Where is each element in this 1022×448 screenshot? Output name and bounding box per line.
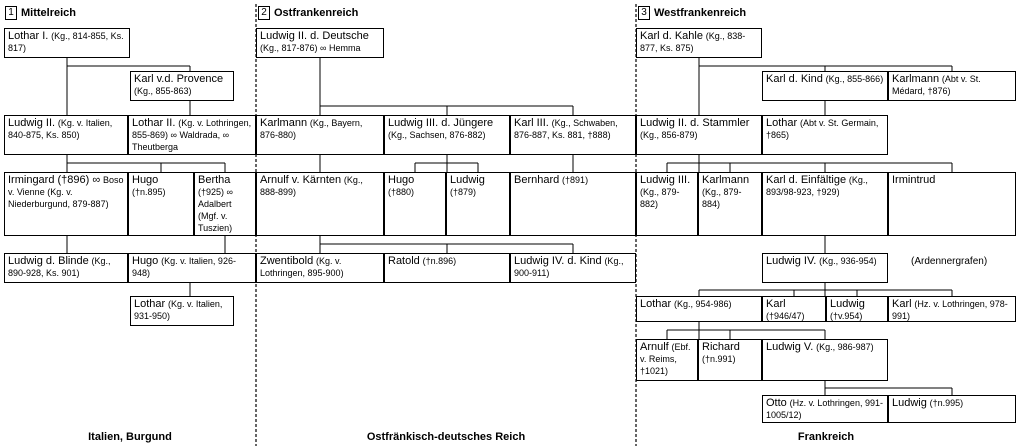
person-name: Ludwig [450,174,485,186]
person-name: Karl d. Kahle [640,30,703,42]
header-mittelreich [5,6,76,20]
person-box-ludwig-954 [826,296,888,322]
person-name: Ludwig [830,298,865,310]
person-info: (†n.895) [132,187,166,197]
person-name: Karl d. Einfältige [766,174,847,186]
person-info: (Kg., 890-928, Ks. 901) [8,256,111,278]
person-info: (Kg., Sachsen, 876-882) [388,130,486,140]
person-box-arnulf-k [256,172,384,236]
person-info: (Hz. v. Lothringen, 978-991) [892,299,1008,321]
person-name: Hugo [388,174,415,186]
person-info: (Kg., 879-884) [702,187,742,209]
person-name: Karl III. [514,117,549,129]
person-box-ludwig2-st [636,115,762,155]
person-info: (†879) [450,187,477,197]
person-box-karl-kind [762,71,888,101]
person-info: (Kg. v. Lothringen, 855-869) ∞ Waldrada, ∞ Theutberga [132,118,252,152]
person-box-ludwig3-j [384,115,510,155]
person-info: (Kg., 879-882) [640,187,680,209]
person-box-ludwig4-w [762,253,888,283]
kingdom-title-1: Mittelreich [21,7,77,19]
person-box-ludwig3-w [636,172,698,236]
person-box-richard [698,339,762,381]
person-info: (Kg., 838-877, Ks. 875) [640,31,746,53]
person-name: Ludwig III. d. Jüngere [388,117,494,129]
person-box-lothar-it [130,296,234,326]
person-box-hugo-880 [384,172,446,236]
person-name: Richard [702,341,740,353]
kingdom-number-3: 3 [638,6,650,20]
person-info: (Hz. v. Lothringen, 991-1005/12) [766,398,883,420]
person-box-ludwig5 [762,339,888,381]
person-info: (Kg., 888-899) [260,175,363,197]
person-box-ardenner [911,256,987,268]
person-name: Ludwig IV. [766,255,817,267]
person-name: Arnulf v. Kärnten [260,174,342,186]
person-name: Karlmann [260,117,308,129]
person-box-irmingard [4,172,128,236]
person-info: (†891) [562,175,589,185]
person-info: (Kg. v. Italien, 931-950) [134,299,223,321]
person-info: (Kg., Schwaben, 876-887, Ks. 881, †888) [514,118,618,140]
person-box-karl-einf [762,172,888,236]
person-box-karl-kahle [636,28,762,58]
kingdom-title-3: Westfrankenreich [654,7,747,19]
person-box-bertha [194,172,256,236]
person-box-lothar-abt [762,115,888,155]
person-box-bernhard [510,172,636,236]
person-info: (Kg., 936-954) [819,256,877,266]
person-info: (†n.991) [702,354,736,364]
person-name: Lothar II. [132,117,176,129]
footer-mittelreich: Italien, Burgund [88,431,172,443]
person-info: (†v.954) [830,311,863,321]
person-name: Lothar [134,298,166,310]
person-info: (†925) ∞ Adalbert (Mgf. v. Tuszien) [198,187,233,233]
person-info: (†n.995) [929,398,964,408]
person-name: Bernhard [514,174,560,186]
person-name: Irmintrud [892,174,936,186]
person-box-ratold [384,253,510,283]
person-box-karlmann-abt [888,71,1016,101]
person-name: (Ardennergrafen) [911,256,988,267]
person-info: (Kg., Bayern, 876-880) [260,118,363,140]
person-box-zwentibold [256,253,384,283]
person-box-otto-hz [762,395,888,423]
kingdom-number-1: 1 [5,6,17,20]
person-name: Karl d. Kind [766,73,823,85]
person-name: Karlmann [702,174,750,186]
person-info: (Kg. v. Lothringen, 895-900) [260,256,344,278]
person-box-ludwig2-it [4,115,128,155]
header-westfrankenreich [638,6,746,20]
person-box-karl-hz [888,296,1016,322]
person-box-lothar1 [4,28,130,58]
person-name: Hugo [132,174,159,186]
person-info: (Abt v. St. Germain, †865) [766,118,879,140]
person-name: Lothar [640,298,672,310]
person-box-lothar-w [636,296,762,322]
person-name: Zwentibold [260,255,314,267]
person-box-hugo-895 [128,172,194,236]
person-info: (Kg., 986-987) [816,342,874,352]
person-info: (Kg., 893/98-923, †929) [766,175,868,197]
person-name: Bertha [198,174,231,186]
person-name: Karl [892,298,912,310]
person-name: Lothar [766,117,798,129]
person-name: Ludwig III. [640,174,691,186]
person-name: Lothar I. [8,30,49,42]
person-box-irmintrud [888,172,1016,236]
person-name: Karl v.d. Provence [134,73,224,85]
person-info: (†n.896) [422,256,457,266]
person-info: (Kg. v. Italien, 926-948) [132,256,236,278]
header-ostfrankenreich [258,6,358,20]
person-name: Ludwig V. [766,341,814,353]
person-name: Ludwig d. Blinde [8,255,89,267]
person-box-karlmann-w [698,172,762,236]
person-info: Boso v. Vienne (Kg. v. Niederburgund, 879-887) [8,175,124,209]
person-name: Hugo [132,255,159,267]
person-name: Ludwig IV. d. Kind [514,255,602,267]
person-info: (Kg., 817-876) ∞ Hemma [260,43,361,53]
person-info: (Kg., 814-855, Ks. 817) [8,31,124,53]
person-box-ludwig-879 [446,172,510,236]
person-info: (Kg., 954-986) [673,299,732,309]
person-name: Karlmann [892,73,940,85]
person-box-lothar2 [128,115,256,155]
person-box-hugo-it [128,253,256,283]
kingdom-number-2: 2 [258,6,270,20]
person-info: (Kg., 855-866) [825,74,884,84]
person-box-ludwig-995 [888,395,1016,423]
person-name: Ludwig II. [8,117,56,129]
person-name: Arnulf [640,341,669,353]
person-info: (†946/47) [766,311,805,321]
footer-ostfrankenreich: Ostfränkisch-deutsches Reich [366,431,526,443]
person-name: Ludwig II. d. Stammler [640,117,750,129]
person-box-karl-946 [762,296,826,322]
person-name: Ludwig II. d. Deutsche [260,30,369,42]
person-info: (Ebf. v. Reims, †1021) [640,342,691,376]
person-name: Otto [766,397,787,409]
person-box-karl-provence [130,71,234,101]
person-info: (Kg., 856-879) [640,130,698,140]
person-name: Ratold [388,255,420,267]
person-info: (Kg. v. Italien, 840-875, Ks. 850) [8,118,113,140]
person-box-ludwig-blinde [4,253,128,283]
person-name: Karl [766,298,786,310]
person-info: (Abt v. St. Médard, †876) [892,74,981,96]
person-box-karl3 [510,115,636,155]
kingdom-title-2: Ostfrankenreich [274,7,359,19]
person-name: Irmingard (†896) ∞ [8,174,101,186]
person-name: Ludwig [892,397,927,409]
person-info: (†880) [388,187,415,197]
person-info: (Kg., 900-911) [514,256,624,278]
person-info: (Kg., 855-863) [134,86,192,96]
person-box-karlmann-bay [256,115,384,155]
footer-westfrankenreich: Frankreich [797,431,855,443]
person-box-arnulf-reims [636,339,698,381]
person-box-ludwig4-kind [510,253,636,283]
person-box-ludwig2-dt [256,28,384,58]
